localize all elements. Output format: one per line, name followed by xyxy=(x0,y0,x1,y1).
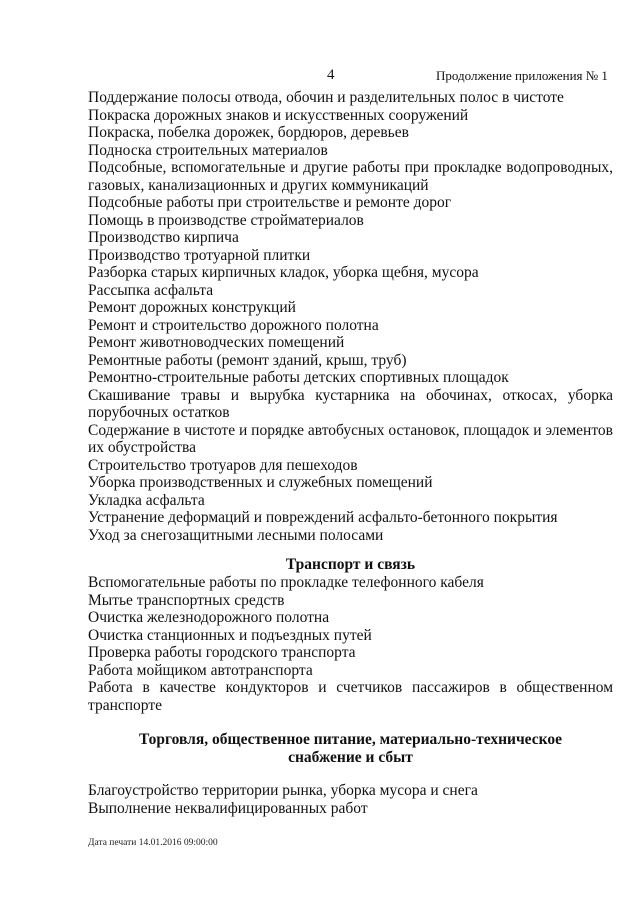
list-item: Помощь в производстве стройматериалов xyxy=(88,211,364,229)
list-item: Очистка станционных и подъездных путей xyxy=(88,626,372,644)
list-item: Ремонт животноводческих помещений xyxy=(88,334,345,351)
list-item: Вспомогательные работы по прокладке телефонного кабеля xyxy=(88,574,484,591)
list-item: Скашивание травы и вырубка кустарника на обочинах, откосах, уборка xyxy=(88,386,613,404)
appendix-continuation-note: Продолжение приложения № 1 xyxy=(436,68,608,83)
section-heading-trade-line2: снабжение и сбыт xyxy=(288,748,413,766)
list-item: Устранение деформаций и повреждений асфальто-бетонного покрытия xyxy=(88,509,558,526)
list-item: Поддержание полосы отвода, обочин и разделительных полос в чистоте xyxy=(88,89,564,106)
list-item: Производство тротуарной плитки xyxy=(88,246,311,264)
section-transport-list xyxy=(88,574,613,714)
list-item: Содержание в чистоте и порядке автобусных остановок, площадок и элементов xyxy=(88,421,613,439)
list-item-continuation: их обустройства xyxy=(88,439,197,456)
print-date: Дата печати 14.01.2016 09:00:00 xyxy=(88,838,218,848)
list-item: Уборка производственных и служебных помещений xyxy=(88,474,433,491)
list-item: Мытье транспортных средств xyxy=(88,591,285,609)
list-item: Подсобные работы при строительстве и ремонте дорог xyxy=(88,194,452,211)
list-item: Работа мойщиком автотранспорта xyxy=(88,661,313,679)
list-item: Работа в качестве кондукторов и счетчиков пассажиров в общественном xyxy=(88,679,613,696)
list-item: Производство кирпича xyxy=(88,229,239,246)
section-heading-trade xyxy=(88,731,613,766)
list-item: Ремонт дорожных конструкций xyxy=(88,299,296,316)
section-construction-list xyxy=(88,89,613,544)
list-item-continuation: газовых, канализационных и других коммуникаций xyxy=(88,176,429,194)
list-item: Проверка работы городского транспорта xyxy=(88,644,356,661)
section-heading-transport: Транспорт и связь xyxy=(285,556,416,573)
list-item: Ремонтные работы (ремонт зданий, крыш, труб) xyxy=(88,351,407,369)
section-heading-trade-line1: Торговля, общественное питание, материально-техническое xyxy=(138,731,562,748)
list-item: Укладка асфальта xyxy=(88,491,205,509)
list-item: Очистка железнодорожного полотна xyxy=(88,609,330,626)
list-item: Разборка старых кирпичных кладок, уборка щебня, мусора xyxy=(88,264,479,281)
list-item: Благоустройство территории рынка, уборка мусора и снега xyxy=(88,782,478,799)
list-item: Ремонт и строительство дорожного полотна xyxy=(88,316,379,334)
list-item: Рассыпка асфальта xyxy=(88,281,214,299)
list-item-continuation: транспорте xyxy=(88,696,163,714)
list-item: Подноска строительных материалов xyxy=(88,141,328,159)
page-number: 4 xyxy=(327,67,335,83)
section-trade-list xyxy=(88,782,613,817)
list-item-continuation: порубочных остатков xyxy=(88,404,230,421)
list-item: Строительство тротуаров для пешеходов xyxy=(88,456,358,474)
list-item: Уход за снегозащитными лесными полосами xyxy=(88,526,384,544)
list-item: Покраска, побелка дорожек, бордюров, деревьев xyxy=(88,124,409,141)
list-item: Покраска дорожных знаков и искусственных сооружений xyxy=(88,106,469,124)
list-item: Выполнение неквалифицированных работ xyxy=(88,799,368,817)
list-item: Ремонтно-строительные работы детских спортивных площадок xyxy=(88,369,509,386)
list-item: Подсобные, вспомогательные и другие работы при прокладке водопроводных, xyxy=(88,159,613,176)
